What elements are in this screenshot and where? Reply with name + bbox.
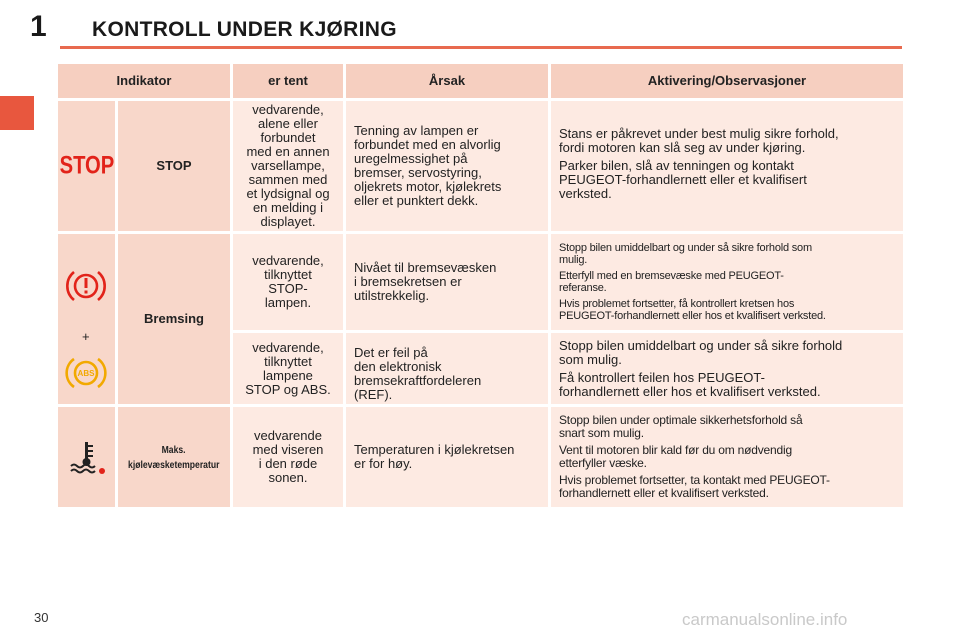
stop-state-line: en melding i bbox=[252, 200, 324, 215]
brake-level-action-line: Etterfyll med en bremsevæske med PEUGEOT- bbox=[559, 270, 784, 282]
stop-state-cell bbox=[233, 101, 343, 231]
coolant-cause-line: Temperaturen i kjølekretsen bbox=[354, 442, 515, 457]
brake-ref-state-cell bbox=[233, 333, 343, 404]
brake-ref-cause-line: (REF). bbox=[354, 387, 393, 402]
brake-ref-state-line: vedvarende, bbox=[252, 339, 324, 355]
coolant-state-line: med viseren bbox=[252, 442, 324, 457]
brake-ref-action-paragraph bbox=[559, 371, 895, 399]
stop-action-cell bbox=[551, 101, 903, 231]
stop-state-line: displayet. bbox=[260, 214, 316, 229]
brake-name: Bremsing bbox=[144, 311, 204, 326]
coolant-name-line: Maks. bbox=[162, 444, 186, 456]
column-header-indicator: Indikator bbox=[58, 64, 230, 98]
brake-ref-action-paragraph bbox=[559, 339, 895, 367]
brake-level-cause-line: i bremsekretsen er bbox=[354, 274, 462, 289]
brake-level-action-paragraph bbox=[559, 270, 895, 294]
brake-level-state-line: vedvarende, bbox=[252, 253, 324, 268]
stop-cause-line: Tenning av lampen er bbox=[354, 123, 479, 138]
stop-cause-line: uregelmessighet på bbox=[354, 151, 468, 166]
column-header-state: er tent bbox=[233, 64, 343, 98]
stop-cause-line: forbundet med en alvorlig bbox=[354, 137, 501, 152]
stop-state-line: med en annen bbox=[246, 144, 330, 159]
brake-level-action-line: referanse. bbox=[559, 282, 607, 294]
stop-action-line: fordi motoren kan slå seg av under kjøring. bbox=[559, 140, 806, 155]
stop-name-cell bbox=[118, 101, 230, 231]
brake-ref-cause-line: bremsekraftfordeleren bbox=[354, 373, 482, 388]
coolant-cause-line: er for høy. bbox=[354, 456, 413, 471]
stop-cause-line: bremser, servostyring, bbox=[354, 165, 482, 180]
coolant-action-line: Vent til motoren blir kald før du om nødvendig bbox=[559, 443, 792, 457]
brake-ref-state-line: STOP og ABS. bbox=[245, 381, 331, 397]
coolant-name-line: kjølevæsketemperatur bbox=[128, 459, 220, 471]
brake-name-cell bbox=[118, 234, 230, 404]
stop-icon-text: STOP bbox=[59, 150, 114, 180]
brake-level-cause-line: Nivået til bremsevæsken bbox=[354, 260, 497, 275]
brake-level-action-paragraph bbox=[559, 298, 895, 322]
stop-cause-line: oljekrets motor, kjølekrets bbox=[354, 179, 502, 194]
stop-icon-cell bbox=[58, 101, 115, 231]
page-number: 30 bbox=[34, 610, 49, 625]
stop-state-line: forbundet bbox=[260, 130, 316, 145]
column-header-action: Aktivering/Observasjoner bbox=[551, 64, 903, 98]
abs-warning-icon bbox=[66, 356, 106, 390]
brake-ref-cause-line: Det er feil på bbox=[354, 345, 428, 360]
coolant-action-paragraph bbox=[559, 444, 895, 470]
column-header-cause: Årsak bbox=[346, 64, 548, 98]
stop-state-line: et lydsignal og bbox=[246, 186, 330, 201]
brake-level-action-line: mulig. bbox=[559, 254, 588, 266]
brake-level-cause-line: utilstrekkelig. bbox=[354, 288, 430, 303]
chapter-side-tab bbox=[0, 96, 34, 130]
brake-level-state-line: lampen. bbox=[264, 295, 312, 310]
brake-ref-action-line: Stopp bilen umiddelbart og under så sikre forhold bbox=[559, 337, 843, 353]
stop-cause-cell bbox=[346, 101, 548, 231]
stop-state-line: vedvarende, bbox=[252, 102, 324, 117]
brake-level-action-cell bbox=[551, 234, 903, 330]
stop-cause-line: eller et punktert dekk. bbox=[354, 193, 479, 208]
coolant-icon-cell bbox=[58, 407, 115, 507]
stop-action-line: PEUGEOT-forhandlernett eller et kvalifisert bbox=[559, 172, 807, 187]
brake-level-cause-cell bbox=[346, 234, 548, 330]
coolant-state-line: i den røde bbox=[258, 456, 318, 471]
coolant-temperature-icon bbox=[67, 439, 107, 475]
coolant-name-cell bbox=[118, 407, 230, 507]
icon-plus-sign: + bbox=[82, 329, 90, 344]
brake-level-state-line: STOP- bbox=[268, 281, 308, 296]
brake-level-action-paragraph bbox=[559, 242, 895, 266]
brake-level-action-line: Hvis problemet fortsetter, få kontrollert kretsen hos bbox=[559, 298, 795, 310]
brake-level-state-line: tilknyttet bbox=[264, 267, 312, 282]
header-rule bbox=[60, 46, 902, 49]
brake-icon-cell bbox=[58, 234, 115, 404]
brake-level-action-line: PEUGEOT-forhandlernett eller hos et kvalifisert verksted. bbox=[559, 310, 826, 322]
stop-warning-icon bbox=[59, 150, 114, 180]
brake-ref-state-line: lampene bbox=[263, 367, 313, 383]
stop-action-paragraph bbox=[559, 159, 895, 201]
coolant-action-cell bbox=[551, 407, 903, 507]
chapter-number: 1 bbox=[30, 10, 47, 43]
brake-ref-action-cell bbox=[551, 333, 903, 404]
brake-level-state-cell bbox=[233, 234, 343, 330]
coolant-action-line: Hvis problemet fortsetter, ta kontakt med PEUGEOT- bbox=[559, 473, 830, 487]
stop-action-line: Stans er påkrevet under best mulig sikre forhold, bbox=[559, 126, 839, 141]
stop-state-line: varsellampe, bbox=[251, 158, 325, 173]
coolant-action-paragraph bbox=[559, 474, 895, 500]
coolant-state-line: vedvarende bbox=[254, 428, 322, 443]
coolant-action-line: Stopp bilen under optimale sikkerhetsforhold så bbox=[559, 413, 803, 427]
brake-ref-action-line: Få kontrollert feilen hos PEUGEOT- bbox=[559, 369, 765, 385]
stop-state-line: sammen med bbox=[248, 172, 328, 187]
coolant-cause-cell bbox=[346, 407, 548, 507]
brake-level-action-line: Stopp bilen umiddelbart og under så sikre forhold som bbox=[559, 242, 812, 254]
coolant-state-cell bbox=[233, 407, 343, 507]
watermark: carmanualsonline.info bbox=[682, 610, 848, 629]
coolant-action-paragraph bbox=[559, 414, 895, 440]
brake-ref-state-line: tilknyttet bbox=[264, 353, 312, 369]
brake-ref-cause-cell bbox=[346, 333, 548, 404]
brake-warning-icon bbox=[66, 268, 106, 304]
coolant-action-line: snart som mulig. bbox=[559, 426, 644, 440]
coolant-state-line: sonen. bbox=[268, 470, 308, 485]
brake-ref-cause-line: den elektronisk bbox=[354, 359, 442, 374]
stop-action-line: Parker bilen, slå av tenningen og kontakt bbox=[559, 158, 794, 173]
stop-name: STOP bbox=[156, 158, 192, 173]
brake-ref-action-line: forhandlernett eller hos et kvalifisert verksted. bbox=[559, 383, 821, 399]
page-title: KONTROLL UNDER KJØRING bbox=[92, 18, 397, 41]
coolant-action-line: etterfyller væske. bbox=[559, 456, 647, 470]
stop-action-line: verksted. bbox=[559, 186, 612, 201]
coolant-action-line: forhandlernett eller et kvalifisert verksted. bbox=[559, 486, 769, 500]
brake-ref-action-line: som mulig. bbox=[559, 351, 622, 367]
stop-state-line: alene eller bbox=[258, 116, 318, 131]
stop-action-paragraph bbox=[559, 127, 895, 155]
abs-icon-text: ABS bbox=[77, 369, 95, 378]
